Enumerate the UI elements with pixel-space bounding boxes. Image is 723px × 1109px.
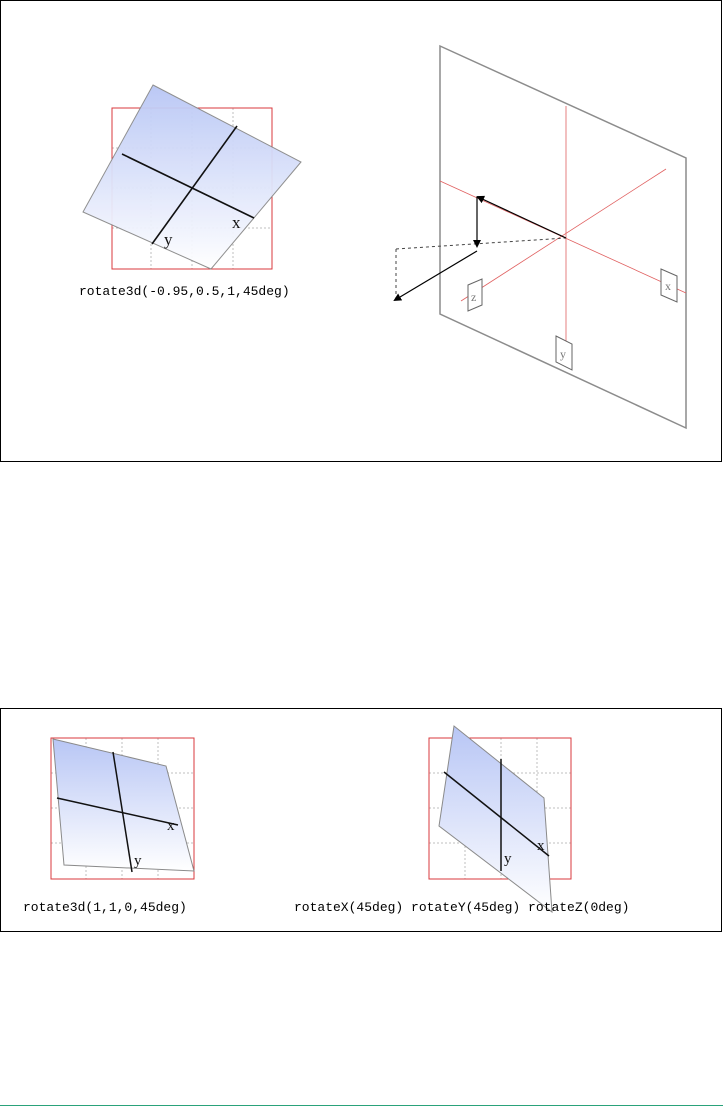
y-axis-label-2: y <box>134 853 142 869</box>
footer-rule <box>0 1105 723 1106</box>
vector-arrow-1 <box>478 197 566 238</box>
label-tag-x <box>661 269 677 302</box>
rotated-plane-2 <box>53 739 194 871</box>
label-z: z <box>471 290 477 304</box>
rotated-plane-diagram-3 <box>429 726 571 912</box>
label-tag-y <box>556 336 572 370</box>
y-axis-label: y <box>164 230 173 249</box>
rotated-plane-diagram-1 <box>83 85 301 269</box>
caption-rotate3d-1: rotate3d(-0.95,0.5,1,45deg) <box>79 284 290 299</box>
label-y: y <box>560 347 566 361</box>
rotated-plane-3 <box>439 726 552 912</box>
rotated-plane <box>83 85 301 269</box>
bottom-figure-svg <box>1 709 721 931</box>
rotation-axis-perspective-diagram <box>395 46 686 428</box>
label-tag-z <box>468 279 482 311</box>
bottom-figure-panel <box>0 708 722 932</box>
y-axis-label-3: y <box>504 851 512 867</box>
x-axis-label-3: x <box>537 838 545 854</box>
top-figure-panel <box>0 0 722 462</box>
top-figure-svg <box>1 1 721 461</box>
rotation-axis-arrow <box>395 251 477 300</box>
caption-rotate3d-2: rotate3d(1,1,0,45deg) <box>23 900 187 915</box>
x-axis-label: x <box>232 213 241 232</box>
label-x: x <box>665 279 671 293</box>
x-axis-label-2: x <box>167 818 175 834</box>
rotated-plane-diagram-2 <box>51 738 194 879</box>
caption-rotate-xyz: rotateX(45deg) rotateY(45deg) rotateZ(0deg) <box>294 900 630 915</box>
